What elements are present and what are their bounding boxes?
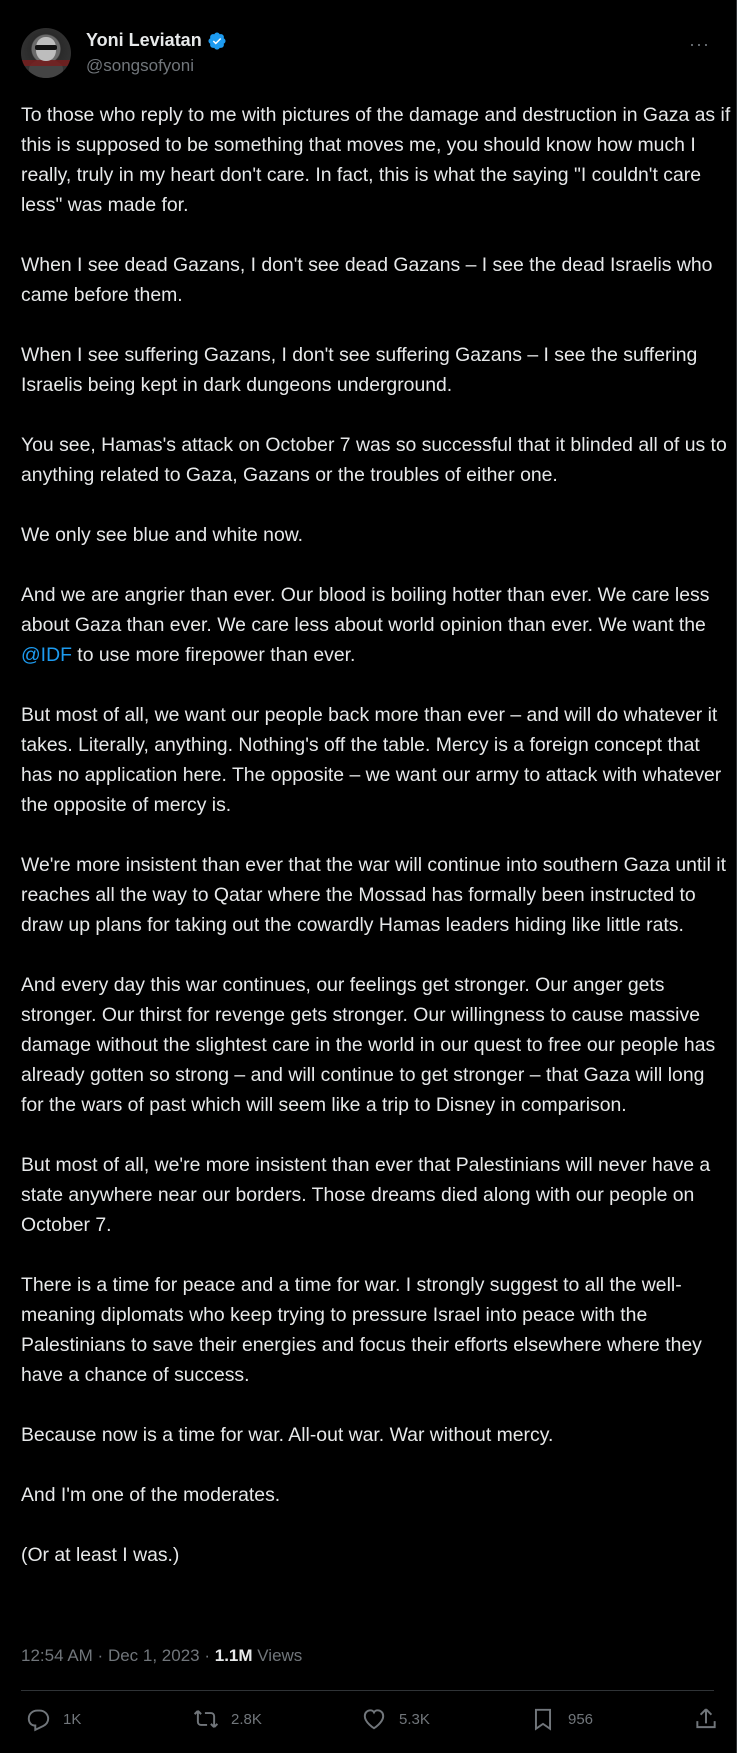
like-count: 5.3K	[399, 1710, 430, 1728]
tweet-paragraph: And every day this war continues, our feelings get stronger. Our anger gets stronger. Our thirst for revenge gets stronger. Our willingness to cause massive damage without the slightest care in the world in our quest to free our people has already gotten so strong – and will continue to get stronger – that Gaza will long for the wars of past which will seem like a trip to Disney in comparison.	[21, 974, 716, 1116]
bookmark-button[interactable]	[530, 1706, 593, 1732]
reply-icon	[25, 1706, 51, 1732]
tweet-header	[21, 26, 718, 80]
tweet-paragraph-mention	[21, 580, 731, 670]
share-icon	[693, 1706, 719, 1732]
author-name[interactable]: Yoni Leviatan	[86, 30, 202, 50]
mention-after-text: to use more firepower than ever.	[71, 644, 356, 666]
tweet-paragraph: We only see blue and white now.	[21, 524, 304, 546]
views-label: Views	[252, 1646, 303, 1665]
author-handle[interactable]: @songsofyoni	[86, 56, 194, 75]
tweet-paragraph: To those who reply to me with pictures of the damage and destruction in Gaza as if this is supposed to be something that moves me, you should know how much I really, truly in my heart don't care. In fact, this is what the saying "I couldn't care less" was made for.	[21, 104, 731, 216]
author-name-row[interactable]	[86, 30, 227, 51]
views-count: 1.1M	[214, 1646, 253, 1665]
tweet-paragraph: There is a time for peace and a time for war. I strongly suggest to all the well-meaning diplomats who keep trying to pressure Israel into peace with the Palestinians to save their energies and focus their efforts elsewhere where they have a chance of success.	[21, 1274, 702, 1386]
tweet-paragraph: (Or at least I was.)	[21, 1544, 180, 1566]
tweet-paragraph: We're more insistent than ever that the war will continue into southern Gaza until it reaches all the way to Qatar where the Mossad has formally been instructed to draw up plans for taking out the cowardly Hamas leaders hiding like little rats.	[21, 854, 726, 936]
idf-mention-link[interactable]: @IDF	[21, 644, 72, 666]
action-bar	[21, 1706, 726, 1742]
repost-count: 2.8K	[231, 1710, 262, 1728]
repost-button[interactable]	[193, 1706, 262, 1732]
tweet-date[interactable]: Dec 1, 2023	[107, 1646, 200, 1665]
tweet-paragraph: You see, Hamas's attack on October 7 was so successful that it blinded all of us to anything related to Gaza, Gazans or the troubles of either one.	[21, 434, 727, 486]
reply-count: 1K	[63, 1710, 82, 1728]
tweet-paragraph: And I'm one of the moderates.	[21, 1484, 281, 1506]
reply-button[interactable]	[25, 1706, 81, 1732]
tweet-paragraph: When I see dead Gazans, I don't see dead Gazans – I see the dead Israelis who came before them.	[21, 254, 713, 306]
tweet-paragraph: Because now is a time for war. All-out war. War without mercy.	[21, 1424, 554, 1446]
heart-icon	[361, 1706, 387, 1732]
repost-icon	[193, 1706, 219, 1732]
mention-before-text: And we are angrier than ever. Our blood is boiling hotter than ever. We care less about Gaza than ever. We care less about world opinion than ever. We want the	[21, 584, 710, 636]
tweet-paragraph: But most of all, we want our people back more than ever – and will do whatever it takes. Literally, anything. Nothing's off the table. Mercy is a foreign concept that has no application here. The opposite – we want our army to attack with whatever the opposite of mercy is.	[21, 704, 722, 816]
tweet-time[interactable]: 12:54 AM	[21, 1646, 93, 1665]
bookmark-count: 956	[568, 1710, 594, 1728]
meta-separator: ·	[92, 1646, 108, 1665]
verified-badge-icon	[207, 31, 227, 51]
tweet-paragraph: But most of all, we're more insistent than ever that Palestinians will never have a state anywhere near our borders. Those dreams died along with our people on October 7.	[21, 1154, 711, 1236]
more-options-icon[interactable]: ···	[689, 34, 710, 54]
like-button[interactable]	[361, 1706, 430, 1732]
divider	[21, 1690, 714, 1691]
meta-separator: ·	[199, 1646, 215, 1665]
avatar[interactable]	[21, 28, 71, 78]
tweet-paragraph: When I see suffering Gazans, I don't see suffering Gazans – I see the suffering Israelis being kept in dark dungeons underground.	[21, 344, 698, 396]
tweet-meta	[21, 1646, 302, 1666]
share-button[interactable]	[693, 1706, 719, 1732]
tweet-text	[21, 100, 731, 1600]
bookmark-icon	[530, 1706, 556, 1732]
